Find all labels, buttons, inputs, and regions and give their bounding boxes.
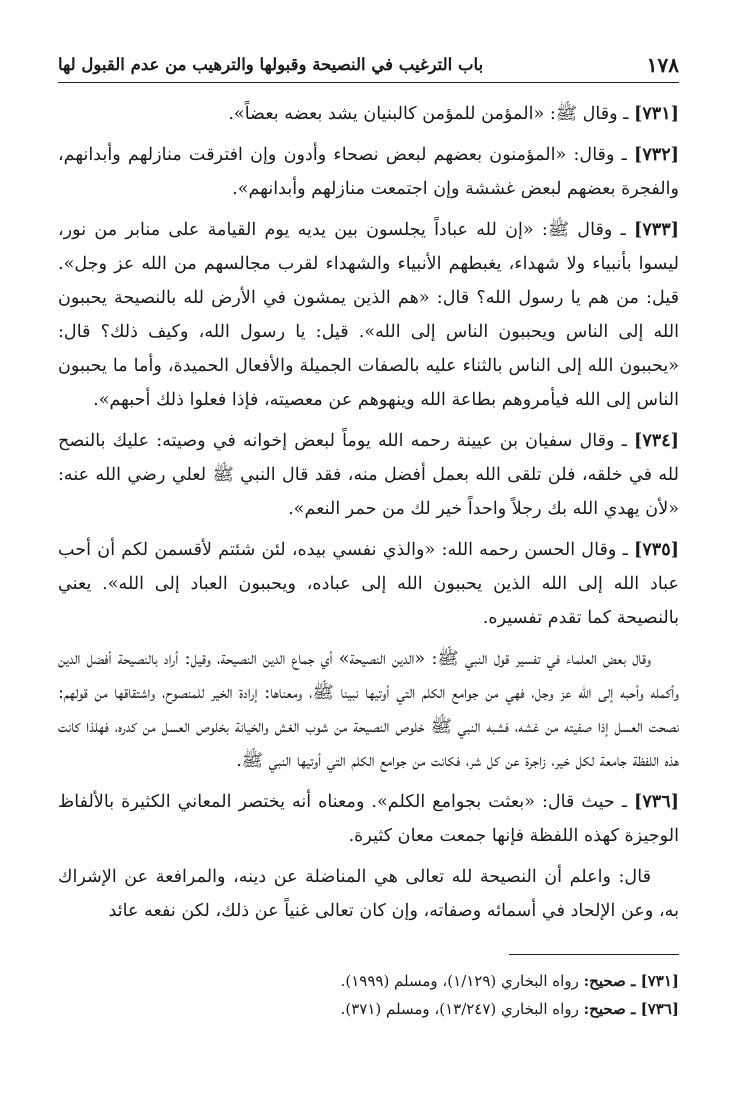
- paragraph-733: [58, 213, 679, 417]
- hadith-number: [٧٣١]: [633, 103, 679, 124]
- body-text: [58, 97, 679, 928]
- footnote-number: [٧٣١]: [640, 972, 679, 990]
- paragraph-text: قال: واعلم أن النصيحة لله تعالى هي المناضلة عن دينه، والمرافعة عن الإشراك به، وعن الإلحاد في أسمائه وصفاته، وإن كان تعالى غنياً عن ذلك، لكن نفعه عائد: [58, 867, 679, 921]
- footnote-number: [٧٣٦]: [640, 1000, 679, 1018]
- hadith-number: [٧٣٦]: [633, 791, 679, 812]
- paragraph-text: ـ وقال: «المؤمنون بعضهم لبعض نصحاء وأدون وإن افترقت منازلهم وأبدانهم، والفجرة بعضهم لبعض غششة وإن اجتمعت منازلهم وأبدانهم».: [58, 145, 679, 199]
- hadith-number: [٧٣٥]: [633, 539, 679, 560]
- footnote-731: [58, 967, 679, 995]
- paragraph-734: [58, 424, 679, 526]
- hadith-number: [٧٣٤]: [633, 430, 679, 451]
- hadith-number: [٧٣٣]: [633, 219, 679, 240]
- footnote-736: [58, 995, 679, 1023]
- paragraph-text: ـ وقال ﷺ: «المؤمن للمؤمن كالبنيان يشد بعضه بعضاً».: [228, 104, 634, 124]
- footnote-grade: ـ صحيح:: [583, 972, 641, 990]
- paragraph-text: وقال بعض العلماء في تفسير قول النبي ﷺ: «الدين النصيحة» أي جماع الدين النصيحة، وقيل: أراد بالنصيحة أفضل الدين وأكمله وأحبه إلى الله عز وجل، فهي من جوامع الكلم التي أوتيها نبينا ﷺ، ومعناها: إرادة الخير للمنصوح، واشتقاقها من قولهم: نصحت العسل إذا صفيته من غشه، فشبه النبي ﷺ خلوص النصيحة من شوب الغش والخيانة بخلوص العسل من كدره، فهلذا كانت هذه اللفظة جامعة لكل خير، زاجرة عن كل شر، فكانت من جوامع الكلم التي أوتيها النبي ﷺ.: [58, 649, 679, 771]
- paragraph-736: [58, 785, 679, 853]
- page-number: ١٧٨: [646, 53, 679, 77]
- footnote-divider: [509, 954, 679, 955]
- paragraph-731: [58, 97, 679, 131]
- hadith-number: [٧٣٢]: [633, 144, 679, 165]
- footnotes: [58, 967, 679, 1023]
- paragraph-text: ـ وقال سفيان بن عيينة رحمه الله يوماً لبعض إخوانه في وصيته: عليك بالنصح لله في خلقه، فلن تلقى الله بعمل أفضل منه، فقد قال النبي ﷺ لعلي رضي الله عنه: «لأن يهدي الله بك رجلاً واحداً خير لك من حمر النعم».: [58, 431, 679, 519]
- footnote-text: رواه البخاري (١/١٢٩)، ومسلم (١٩٩٩).: [340, 972, 584, 990]
- paragraph-text: ـ وقال ﷺ: «إن لله عباداً يجلسون بين يديه يوم القيامة على منابر من نور، ليسوا بأنبياء ولا شهداء، يغبطهم الأنبياء والشهداء لقرب مجالسهم من الله عز وجل». قيل: من هم يا رسول الله؟ قال: «هم الذين يمشون في الأرض لله بالنصيحة يحببون الله إلى الناس ويحببون الناس إلى الله». قيل: يا رسول الله، وكيف ذلك؟ قال: «يحببون الله إلى الناس بالثناء عليه بالصفات الجميلة والأفعال الحميدة، وأما ما يحببون الناس إلى الله فيأمروهم بطاعة الله وينهوهم عن معصيته، فإذا فعلوا ذلك أحبهم».: [58, 220, 679, 410]
- footnote-grade: ـ صحيح:: [583, 1000, 641, 1018]
- footnote-text: رواه البخاري (١٣/٢٤٧)، ومسلم (٣٧١).: [340, 1000, 584, 1018]
- paragraph-commentary: [58, 642, 679, 778]
- running-header: [58, 52, 679, 83]
- paragraph-text: ـ وقال الحسن رحمه الله: «والذي نفسي بيده، لئن شئتم لأقسمن لكم أن أحب عباد الله إلى الله الذين يحببون الله إلى عباده، ويحببون العباد إلى الله». يعني بالنصيحة كما تقدم تفسيره.: [58, 540, 679, 628]
- paragraph-closing: [58, 860, 679, 928]
- paragraph-732: [58, 138, 679, 206]
- chapter-title: باب الترغيب في النصيحة وقبولها والترهيب من عدم القبول لها: [58, 55, 484, 74]
- paragraph-text: ـ حيث قال: «بعثت بجوامع الكلم». ومعناه أنه يختصر المعاني الكثيرة بالألفاظ الوجيزة كهذه اللفظة فإنها جمعت معان كثيرة.: [58, 792, 679, 846]
- paragraph-735: [58, 533, 679, 635]
